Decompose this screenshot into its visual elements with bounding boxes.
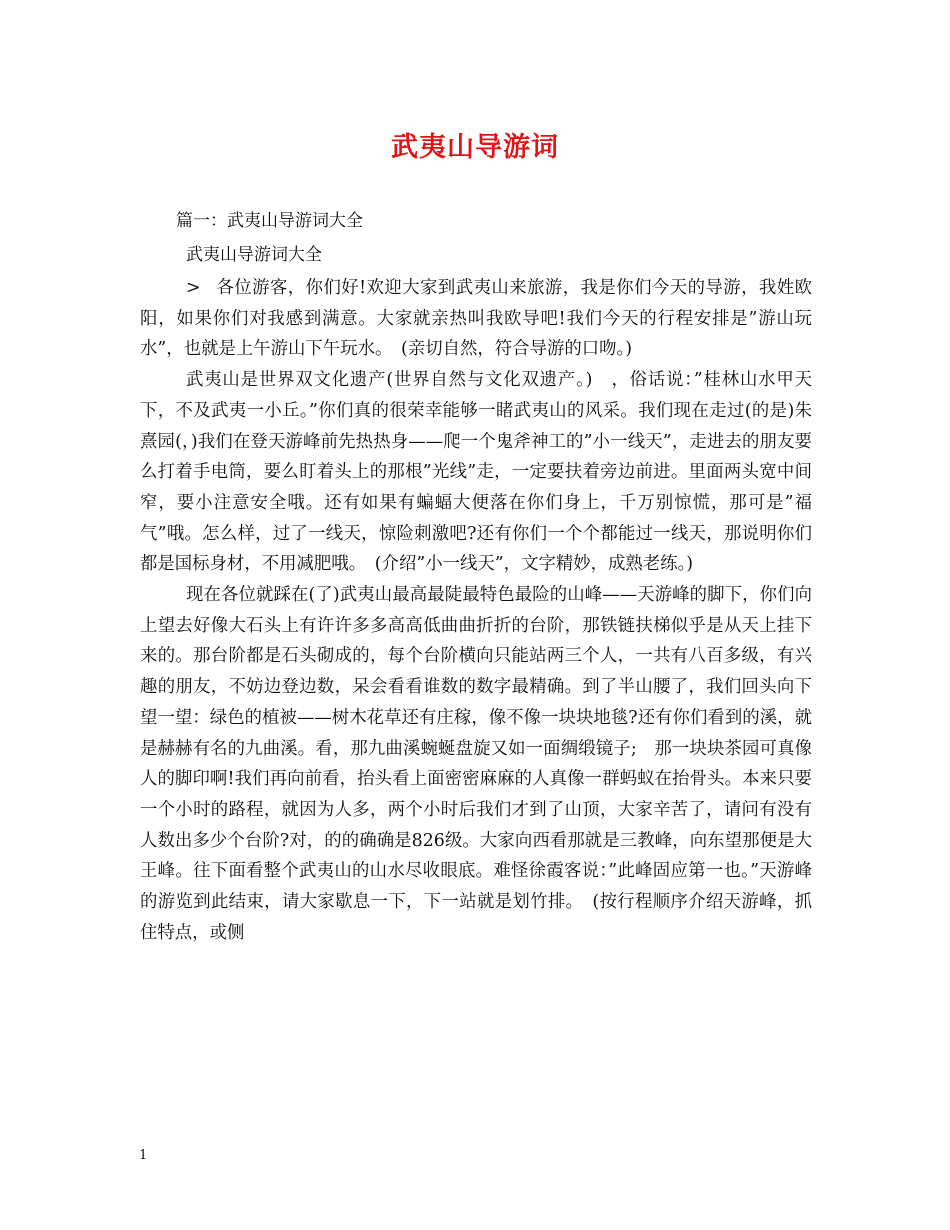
paragraph xyxy=(140,273,812,365)
section-heading: 武夷山导游词大全 xyxy=(186,245,322,265)
paragraph-text: 各位游客，你们好!欢迎大家到武夷山来旅游，我是你们今天的导游，我姓欧阳，如果你们对我感到满意。大家就亲热叫我欧导吧!我们今天的行程安排是”游山玩水”，也就是上午游山下午玩水。 (亲切自然，符合导游的口吻。) xyxy=(140,278,812,360)
paragraph: 武夷山是世界双文化遗产(世界自然与文化双遗产。) ，俗话说：”桂林山水甲天下，不及武夷一小丘。”你们真的很荣幸能够一睹武夷山的风采。我们现在走过(的是)朱熹园(，)我们在登天游峰前先热热身——爬一个鬼斧神工的”小一线天”，走进去的朋友要么打着手电筒，要么盯着头上的那根”光线”走，一定要扶着旁边前进。里面两头宽中间窄，要小注意安全哦。还有如果有蝙蝠大便落在你们身上，千万别惊慌，那可是”福气”哦。怎么样，过了一线天，惊险刺激吧?还有你们一个个都能过一线天，那说明你们都是国标身材，不用减肥哦。 (介绍”小一线天”，文字精妙，成熟老练。) xyxy=(140,370,812,575)
body-text xyxy=(140,273,812,948)
arrow-marker-icon: > xyxy=(186,278,201,298)
paragraph: 现在各位就踩在(了)武夷山最高最陡最特色最险的山峰——天游峰的脚下，你们向上望去好像大石头上有许许多多高高低曲曲折折的台阶，那铁链扶梯似乎是从天上挂下来的。那台阶都是石头砌成的，每个台阶横向只能站两三个人，一共有八百多级，有兴趣的朋友，不妨边登边数，呆会看看谁数的数字最精确。到了半山腰了，我们回头向下望一望：绿色的植被——树木花草还有庄稼，像不像一块块地毯?还有你们看到的溪，就是赫赫有名的九曲溪。看，那九曲溪蜿蜒盘旋又如一面绸缎镜子; 那一块块茶园可真像人的脚印啊!我们再向前看，抬头看上面密密麻麻的人真像一群蚂蚁在抬骨头。本来只要一个小时的路程，就因为人多，两个小时后我们才到了山顶，大家辛苦了，请问有没有人数出多少个台阶?对，的的确确是826级。大家向西看那就是三教峰，向东望那便是大王峰。往下面看整个武夷山的山水尽收眼底。难怪徐霞客说：”此峰固应第一也。”天游峰的游览到此结束，请大家歇息一下，下一站就是划竹排。 (按行程顺序介绍天游峰，抓住特点，或侧 xyxy=(140,585,812,943)
document-title: 武夷山导游词 xyxy=(391,132,559,163)
chapter-heading: 篇一：武夷山导游词大全 xyxy=(176,211,363,231)
page-number: 1 xyxy=(139,1148,148,1163)
